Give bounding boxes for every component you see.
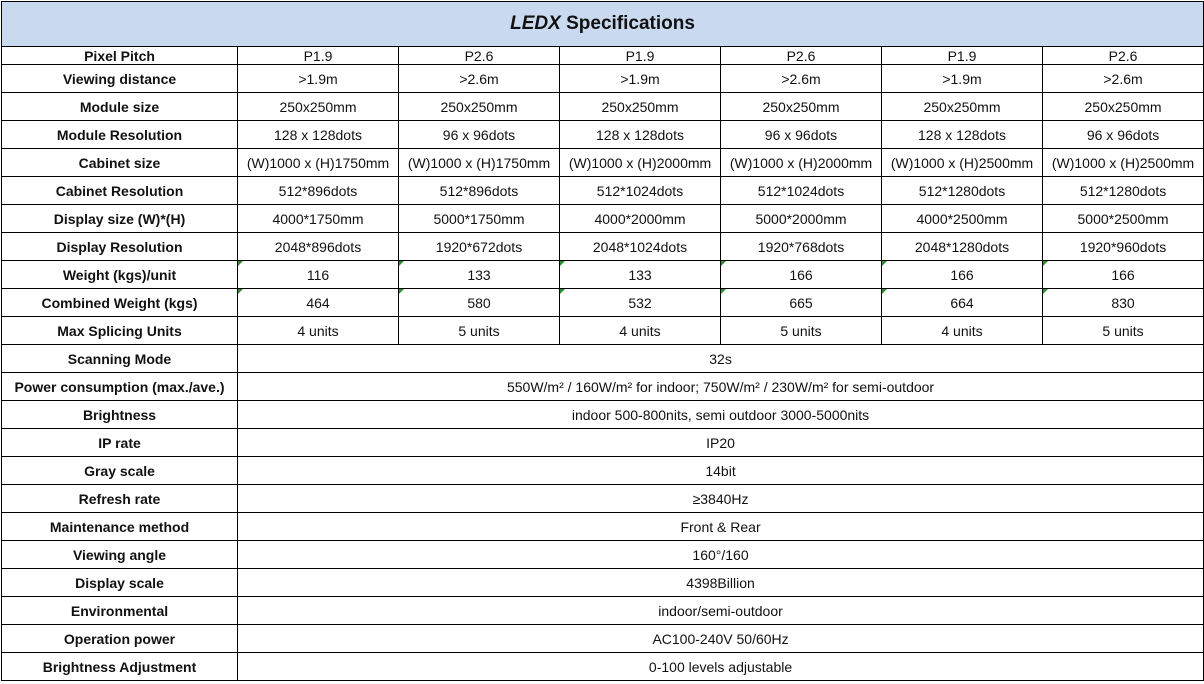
table-cell: 512*1024dots xyxy=(560,177,721,205)
table-row xyxy=(2,65,1204,93)
row-label: Display size (W)*(H) xyxy=(2,205,238,233)
table-cell: 4000*2500mm xyxy=(882,205,1043,233)
table-cell: (W)1000 x (H)1750mm xyxy=(238,149,399,177)
merged-cell: 4398Billion xyxy=(238,569,1204,597)
title-text: Specifications xyxy=(560,13,695,34)
table-row xyxy=(2,653,1204,681)
row-label: Max Splicing Units xyxy=(2,317,238,345)
table-cell: 96 x 96dots xyxy=(1043,121,1204,149)
row-label: Refresh rate xyxy=(2,485,238,513)
row-label: Viewing distance xyxy=(2,65,238,93)
table-row xyxy=(2,429,1204,457)
table-cell: 166 xyxy=(1043,261,1204,289)
table-row xyxy=(2,205,1204,233)
column-header: P2.6 xyxy=(1043,47,1204,65)
row-label: Brightness Adjustment xyxy=(2,653,238,681)
table-cell: 5 units xyxy=(1043,317,1204,345)
table-cell: >2.6m xyxy=(1043,65,1204,93)
specifications-table xyxy=(1,1,1204,681)
row-label: Cabinet size xyxy=(2,149,238,177)
merged-cell: 160°/160 xyxy=(238,541,1204,569)
row-label: Brightness xyxy=(2,401,238,429)
table-cell: 96 x 96dots xyxy=(721,121,882,149)
row-label: Viewing angle xyxy=(2,541,238,569)
table-cell: 250x250mm xyxy=(721,93,882,121)
table-row xyxy=(2,149,1204,177)
table-cell: >2.6m xyxy=(399,65,560,93)
table-row xyxy=(2,625,1204,653)
table-cell: 4000*1750mm xyxy=(238,205,399,233)
table-cell: (W)1000 x (H)2000mm xyxy=(560,149,721,177)
table-cell: (W)1000 x (H)2500mm xyxy=(1043,149,1204,177)
merged-cell: 550W/m² / 160W/m² for indoor; 750W/m² / 230W/m² for semi-outdoor xyxy=(238,373,1204,401)
table-cell: 5 units xyxy=(721,317,882,345)
table-cell: 4 units xyxy=(560,317,721,345)
row-label: Power consumption (max./ave.) xyxy=(2,373,238,401)
table-cell: 250x250mm xyxy=(560,93,721,121)
table-row xyxy=(2,93,1204,121)
table-cell: 5000*2500mm xyxy=(1043,205,1204,233)
table-cell: >1.9m xyxy=(560,65,721,93)
column-header: P2.6 xyxy=(399,47,560,65)
merged-cell: Front & Rear xyxy=(238,513,1204,541)
row-label: Pixel Pitch xyxy=(2,47,238,65)
table-row xyxy=(2,177,1204,205)
table-cell: 1920*672dots xyxy=(399,233,560,261)
title-row xyxy=(2,2,1204,47)
table-cell: 512*1280dots xyxy=(882,177,1043,205)
table-cell: 166 xyxy=(882,261,1043,289)
table-cell: 1920*768dots xyxy=(721,233,882,261)
table-cell: (W)1000 x (H)2500mm xyxy=(882,149,1043,177)
row-label: Weight (kgs)/unit xyxy=(2,261,238,289)
row-label: Operation power xyxy=(2,625,238,653)
row-label: Scanning Mode xyxy=(2,345,238,373)
table-cell: 2048*1024dots xyxy=(560,233,721,261)
row-label: Cabinet Resolution xyxy=(2,177,238,205)
table-cell: >1.9m xyxy=(238,65,399,93)
table-title xyxy=(2,2,1204,47)
table-cell: 128 x 128dots xyxy=(560,121,721,149)
table-cell: 250x250mm xyxy=(399,93,560,121)
column-header: P1.9 xyxy=(560,47,721,65)
row-label: Module Resolution xyxy=(2,121,238,149)
table-cell: 4 units xyxy=(238,317,399,345)
table-cell: 166 xyxy=(721,261,882,289)
column-header: P2.6 xyxy=(721,47,882,65)
table-row xyxy=(2,345,1204,373)
table-row xyxy=(2,541,1204,569)
table-cell: 96 x 96dots xyxy=(399,121,560,149)
merged-cell: ≥3840Hz xyxy=(238,485,1204,513)
table-cell: 250x250mm xyxy=(882,93,1043,121)
table-cell: 1920*960dots xyxy=(1043,233,1204,261)
table-cell: 512*896dots xyxy=(399,177,560,205)
table-cell: 4 units xyxy=(882,317,1043,345)
merged-cell: AC100-240V 50/60Hz xyxy=(238,625,1204,653)
table-cell: >2.6m xyxy=(721,65,882,93)
table-cell: 2048*896dots xyxy=(238,233,399,261)
table-row xyxy=(2,261,1204,289)
table-cell: 830 xyxy=(1043,289,1204,317)
table-row xyxy=(2,121,1204,149)
table-row xyxy=(2,401,1204,429)
table-row xyxy=(2,485,1204,513)
table-cell: 580 xyxy=(399,289,560,317)
table-row xyxy=(2,513,1204,541)
table-cell: 5000*1750mm xyxy=(399,205,560,233)
row-label: Module size xyxy=(2,93,238,121)
table-cell: 133 xyxy=(560,261,721,289)
table-cell: 4000*2000mm xyxy=(560,205,721,233)
merged-cell: 0-100 levels adjustable xyxy=(238,653,1204,681)
brand-name: LEDX xyxy=(510,13,561,34)
table-cell: 116 xyxy=(238,261,399,289)
table-cell: 128 x 128dots xyxy=(882,121,1043,149)
merged-cell: indoor 500-800nits, semi outdoor 3000-5000nits xyxy=(238,401,1204,429)
row-label: Display scale xyxy=(2,569,238,597)
table-cell: 128 x 128dots xyxy=(238,121,399,149)
table-row xyxy=(2,289,1204,317)
row-label: Display Resolution xyxy=(2,233,238,261)
table-cell: 2048*1280dots xyxy=(882,233,1043,261)
column-header: P1.9 xyxy=(238,47,399,65)
table-cell: 512*896dots xyxy=(238,177,399,205)
table-cell: (W)1000 x (H)1750mm xyxy=(399,149,560,177)
table-cell: 512*1024dots xyxy=(721,177,882,205)
merged-cell: 32s xyxy=(238,345,1204,373)
table-row xyxy=(2,317,1204,345)
table-row xyxy=(2,569,1204,597)
merged-cell: indoor/semi-outdoor xyxy=(238,597,1204,625)
column-header: P1.9 xyxy=(882,47,1043,65)
table-cell: (W)1000 x (H)2000mm xyxy=(721,149,882,177)
table-cell: 512*1280dots xyxy=(1043,177,1204,205)
table-cell: 665 xyxy=(721,289,882,317)
table-cell: 664 xyxy=(882,289,1043,317)
table-cell: 133 xyxy=(399,261,560,289)
table-row xyxy=(2,233,1204,261)
table-cell: 464 xyxy=(238,289,399,317)
table-cell: >1.9m xyxy=(882,65,1043,93)
table-row xyxy=(2,373,1204,401)
table-row xyxy=(2,597,1204,625)
row-label: Environmental xyxy=(2,597,238,625)
row-label: Maintenance method xyxy=(2,513,238,541)
row-label: IP rate xyxy=(2,429,238,457)
merged-cell: IP20 xyxy=(238,429,1204,457)
pixel-pitch-row xyxy=(2,47,1204,65)
merged-cell: 14bit xyxy=(238,457,1204,485)
row-label: Combined Weight (kgs) xyxy=(2,289,238,317)
table-cell: 5 units xyxy=(399,317,560,345)
table-cell: 250x250mm xyxy=(238,93,399,121)
row-label: Gray scale xyxy=(2,457,238,485)
table-row xyxy=(2,457,1204,485)
table-cell: 250x250mm xyxy=(1043,93,1204,121)
table-cell: 532 xyxy=(560,289,721,317)
table-cell: 5000*2000mm xyxy=(721,205,882,233)
